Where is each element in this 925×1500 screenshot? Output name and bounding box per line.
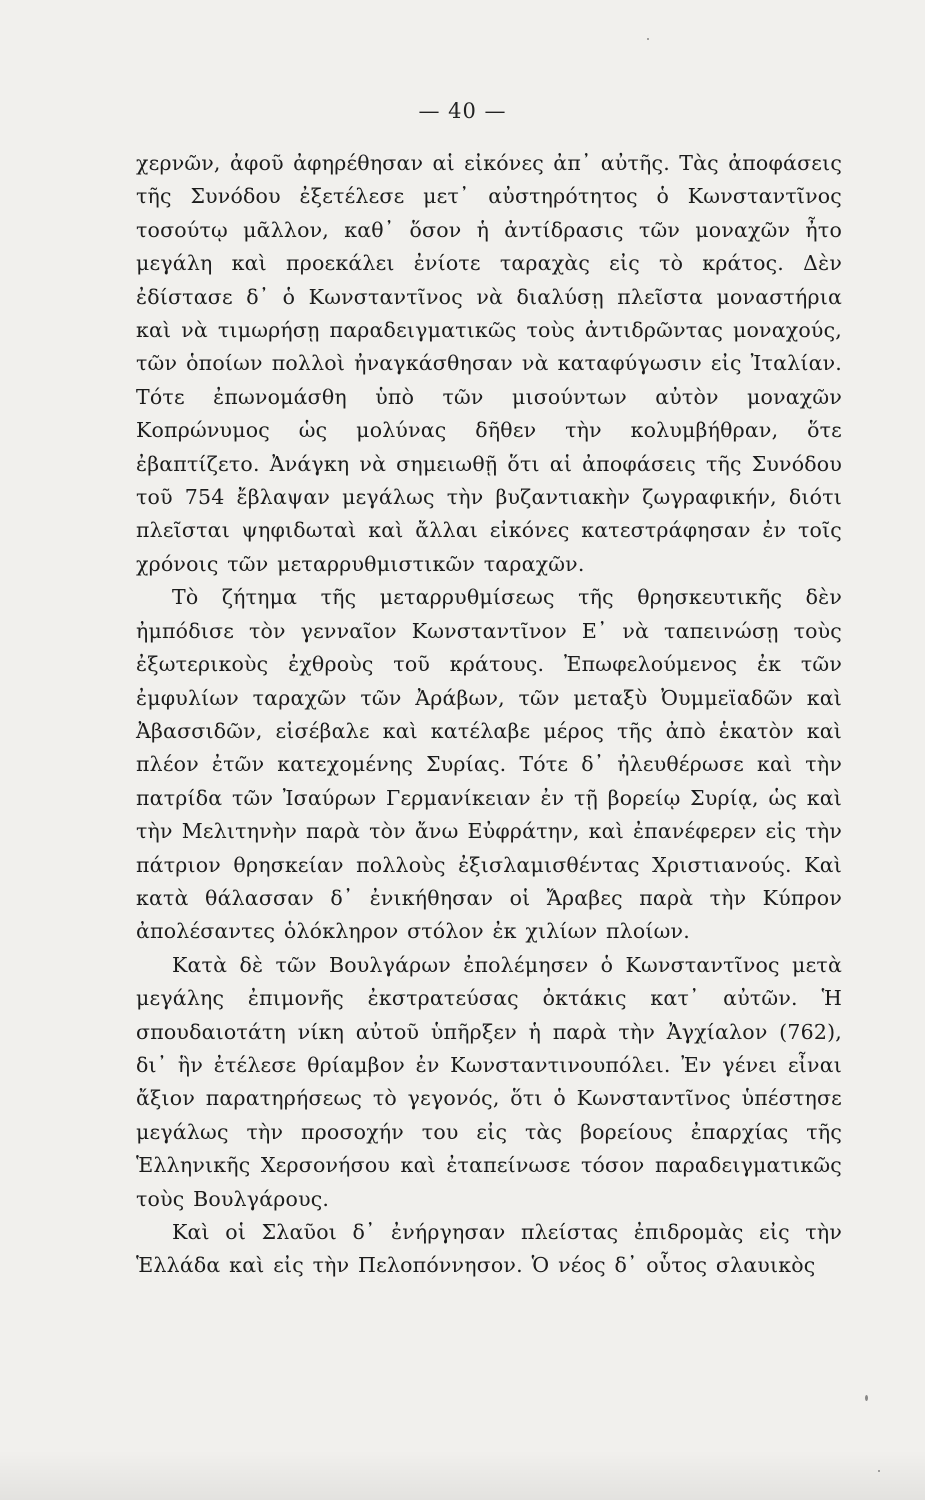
paper-speck xyxy=(865,1395,868,1401)
page-number: — 40 — xyxy=(418,99,507,123)
paper-speck xyxy=(647,38,649,40)
paragraph-3: Κατὰ δὲ τῶν Βουλγάρων ἐπολέμησεν ὁ Κωνσταντῖνος μετὰ μεγάλης ἐπιμονῆς ἐκστρατεύσας ὀκτάκις κατ᾽ αὐτῶν. Ἡ σπουδαιοτάτη νίκη αὐτοῦ ὑπῆρξεν ἡ παρὰ τὴν Ἀγχίαλον (762), δι᾽ ἣν ἐτέλεσε θρίαμβον ἐν Κωνσταντινουπόλει. Ἐν γένει εἶναι ἄξιον παρατηρήσεως τὸ γεγονός, ὅτι ὁ Κωνσταντῖνος ὑπέστησε μεγάλως τὴν προσοχήν του εἰς τὰς βορείους ἐπαρχίας τῆς Ἑλληνικῆς Χερσονήσου καὶ ἐταπείνωσε τόσον παραδειγματικῶς τοὺς Βουλγάρους. xyxy=(136,952,842,1211)
paragraph-1: χερνῶν, ἀφοῦ ἀφηρέθησαν αἱ εἰκόνες ἀπ᾽ αὐτῆς. Τὰς ἀποφάσεις τῆς Συνόδου ἐξετέλεσε μετ᾽ αὐστηρότητος ὁ Κωνσταντῖνος τοσούτῳ μᾶλλον, καθ᾽ ὅσον ἡ ἀντίδρασις τῶν μοναχῶν ἦτο μεγάλη καὶ προεκάλει ἐνίοτε ταραχὰς εἰς τὸ κράτος. Δὲν ἐδίστασε δ᾽ ὁ Κωνσταντῖνος νὰ διαλύσῃ πλεῖστα μοναστήρια καὶ νὰ τιμωρήσῃ παραδειγματικῶς τοὺς ἀντιδρῶντας μοναχούς, τῶν ὁποίων πολλοὶ ἠναγκάσθησαν νὰ καταφύγωσιν εἰς Ἰταλίαν. Τότε ἐπωνομάσθη ὑπὸ τῶν μισούντων αὐτὸν μοναχῶν Κοπρώνυμος ὡς μολύνας δῆθεν τὴν κολυμβήθραν, ὅτε ἐβαπτίζετο. Ἀνάγκη νὰ σημειωθῇ ὅτι αἱ ἀποφάσεις τῆς Συνόδου τοῦ 754 ἔβλαψαν μεγάλως τὴν βυζαντιακὴν ζωγραφικήν, διότι πλεῖσται ψηφιδωταὶ καὶ ἄλλαι εἰκόνες κατεστράφησαν ἐν τοῖς χρόνοις τῶν μεταρρυθμιστικῶν ταραχῶν. xyxy=(136,151,842,576)
paragraph-2: Τὸ ζήτημα τῆς μεταρρυθμίσεως τῆς θρησκευτικῆς δὲν ἠμπόδισε τὸν γενναῖον Κωνσταντῖνον Ε᾽ νὰ ταπεινώσῃ τοὺς ἐξωτερικοὺς ἐχθροὺς τοῦ κράτους. Ἐπωφελούμενος ἐκ τῶν ἐμφυλίων ταραχῶν τῶν Ἀράβων, τῶν μεταξὺ Ὀυμμεϊαδῶν καὶ Ἀβασσιδῶν, εἰσέβαλε καὶ κατέλαβε μέρος τῆς ἀπὸ ἑκατὸν καὶ πλέον ἐτῶν κατεχομένης Συρίας. Τότε δ᾽ ἠλευθέρωσε καὶ τὴν πατρίδα τῶν Ἰσαύρων Γερμανίκειαν ἐν τῇ βορείῳ Συρίᾳ, ὡς καὶ τὴν Μελιτηνὴν παρὰ τὸν ἄνω Εὐφράτην, καὶ ἐπανέφερεν εἰς τὴν πάτριον θρησκείαν πολλοὺς ἐξισλαμισθέντας Χριστιανούς. Καὶ κατὰ θάλασσαν δ᾽ ἐνικήθησαν οἱ Ἄραβες παρὰ τὴν Κύπρον ἀπολέσαντες ὁλόκληρον στόλον ἐκ χιλίων πλοίων. xyxy=(136,585,842,944)
paragraph-4: Καὶ οἱ Σλαῦοι δ᾽ ἐνήργησαν πλείστας ἐπιδρομὰς εἰς τὴν Ἑλλάδα καὶ εἰς τὴν Πελοπόννησον. Ὁ νέος δ᾽ οὗτος σλαυικὸς xyxy=(136,1220,842,1278)
body-text xyxy=(136,147,842,1283)
page-shading xyxy=(0,1450,925,1500)
